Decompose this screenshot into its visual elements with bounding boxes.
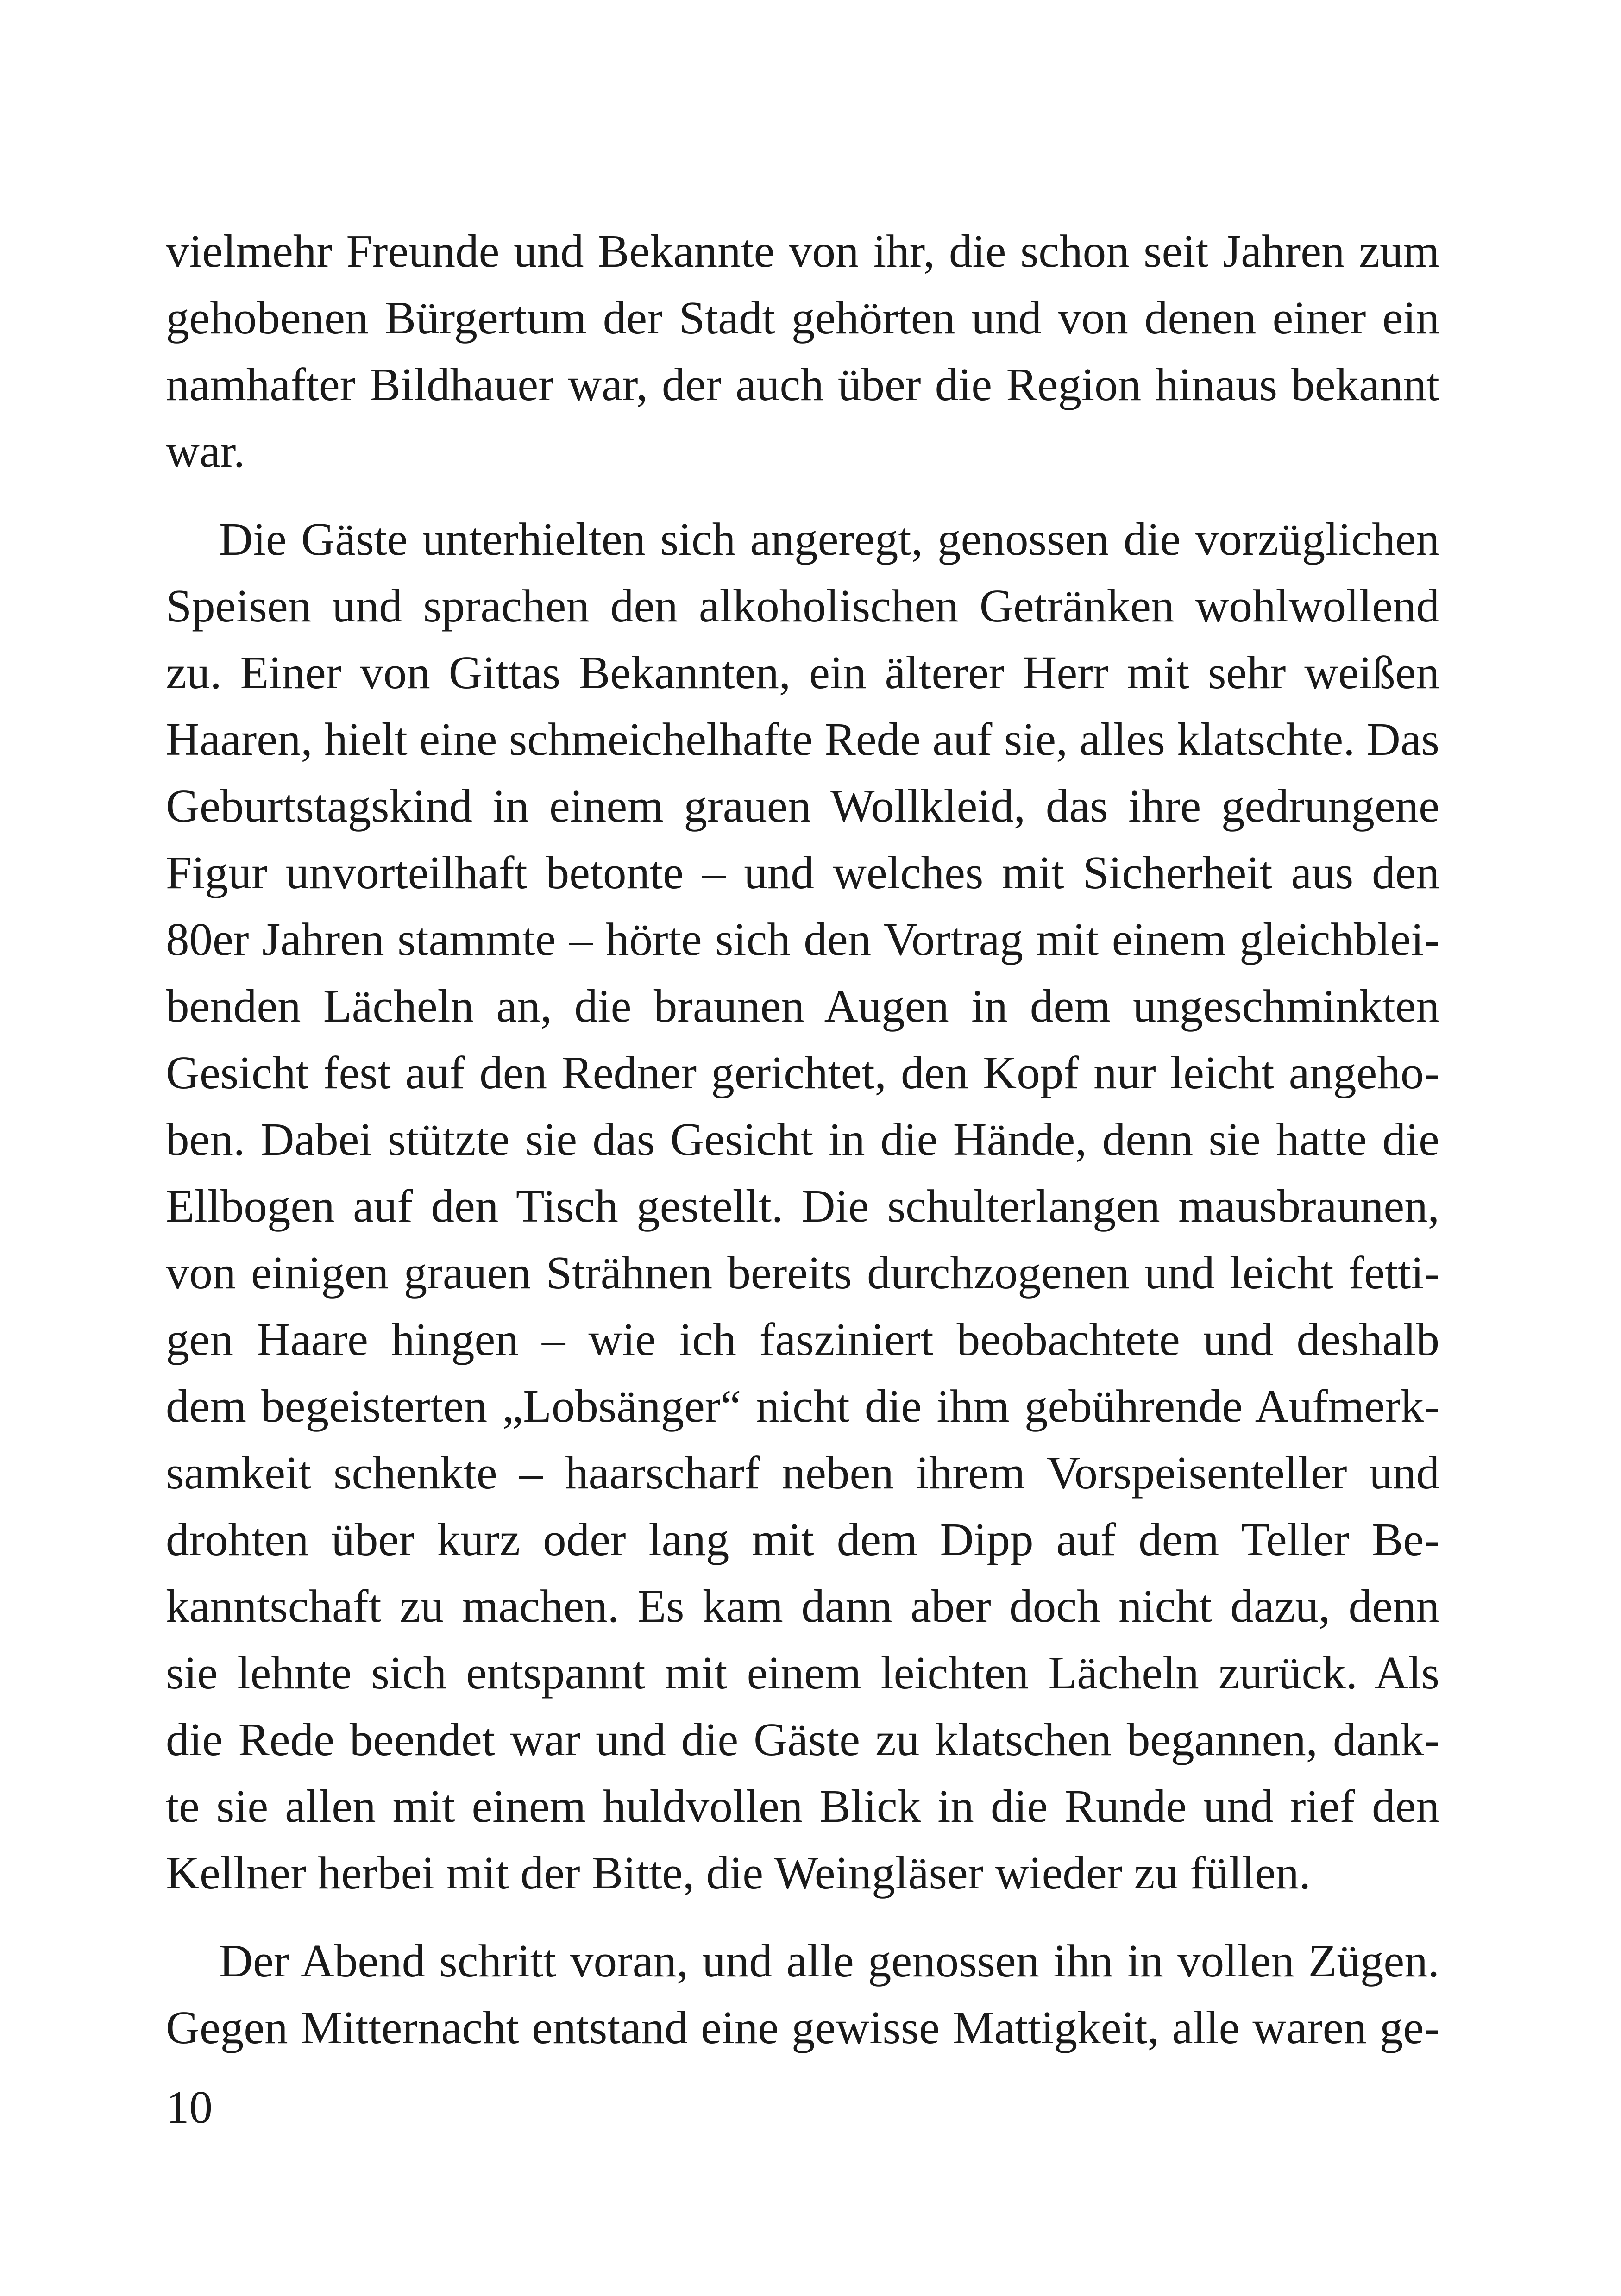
text-line: 80er Jahren stammte – hörte sich den Vortrag mit einem gleichblei- <box>166 913 1439 965</box>
text-line: Kellner herbei mit der Bitte, die Weingläser wieder zu füllen. <box>166 1847 1311 1899</box>
text-line: te sie allen mit einem huldvollen Blick in die Runde und rief den <box>166 1780 1439 1832</box>
text-line: Haaren, hielt eine schmeichelhafte Rede auf sie, alles klatschte. Das <box>166 713 1439 765</box>
text-line: dem begeisterten „Lobsänger“ nicht die ihm gebührende Aufmerk- <box>166 1380 1439 1432</box>
text-line: Geburtstagskind in einem grauen Wollkleid, das ihre gedrungene <box>166 780 1439 832</box>
text-line: namhafter Bildhauer war, der auch über die Region hinaus bekannt <box>166 358 1439 410</box>
page-number: 10 <box>166 2081 213 2133</box>
text-line: benden Lächeln an, die braunen Augen in dem ungeschminkten <box>166 980 1439 1032</box>
text-line: Gegen Mitternacht entstand eine gewisse Mattigkeit, alle waren ge- <box>166 2001 1439 2053</box>
text-line: samkeit schenkte – haarscharf neben ihrem Vorspeisenteller und <box>166 1447 1439 1499</box>
text-line: Der Abend schritt voran, und alle genossen ihn in vollen Zügen. <box>219 1935 1439 1987</box>
paragraph <box>166 1927 1439 2061</box>
text-line: kanntschaft zu machen. Es kam dann aber doch nicht dazu, denn <box>166 1580 1439 1632</box>
paragraph-gap <box>166 484 1439 506</box>
text-line: die Rede beendet war und die Gäste zu klatschen begannen, dank- <box>166 1713 1439 1765</box>
paragraph-gap <box>166 1906 1439 1927</box>
text-line: gehobenen Bürgertum der Stadt gehörten und von denen einer ein <box>166 292 1439 344</box>
text-line: von einigen grauen Strähnen bereits durchzogenen und leicht fetti- <box>166 1247 1439 1299</box>
text-line: Ellbogen auf den Tisch gestellt. Die schulterlangen mausbraunen, <box>166 1180 1439 1232</box>
text-line: ben. Dabei stützte sie das Gesicht in die Hände, denn sie hatte die <box>166 1113 1439 1165</box>
text-line: war. <box>166 425 245 477</box>
body-text <box>166 218 1439 2061</box>
text-line: drohten über kurz oder lang mit dem Dipp auf dem Teller Be- <box>166 1513 1439 1565</box>
text-line: Die Gäste unterhielten sich angeregt, genossen die vorzüglichen <box>219 513 1439 565</box>
text-line: Gesicht fest auf den Redner gerichtet, den Kopf nur leicht angeho- <box>166 1047 1439 1098</box>
text-line: zu. Einer von Gittas Bekannten, ein älterer Herr mit sehr weißen <box>166 646 1439 698</box>
text-line: gen Haare hingen – wie ich fasziniert beobachtete und deshalb <box>166 1313 1439 1365</box>
text-line: Figur unvorteilhaft betonte – und welches mit Sicherheit aus den <box>166 847 1439 898</box>
paragraph <box>166 218 1439 484</box>
text-line: sie lehnte sich entspannt mit einem leichten Lächeln zurück. Als <box>166 1647 1439 1699</box>
paragraph <box>166 506 1439 1906</box>
text-line: Speisen und sprachen den alkoholischen Getränken wohlwollend <box>166 580 1439 632</box>
text-line: vielmehr Freunde und Bekannte von ihr, die schon seit Jahren zum <box>166 225 1439 277</box>
